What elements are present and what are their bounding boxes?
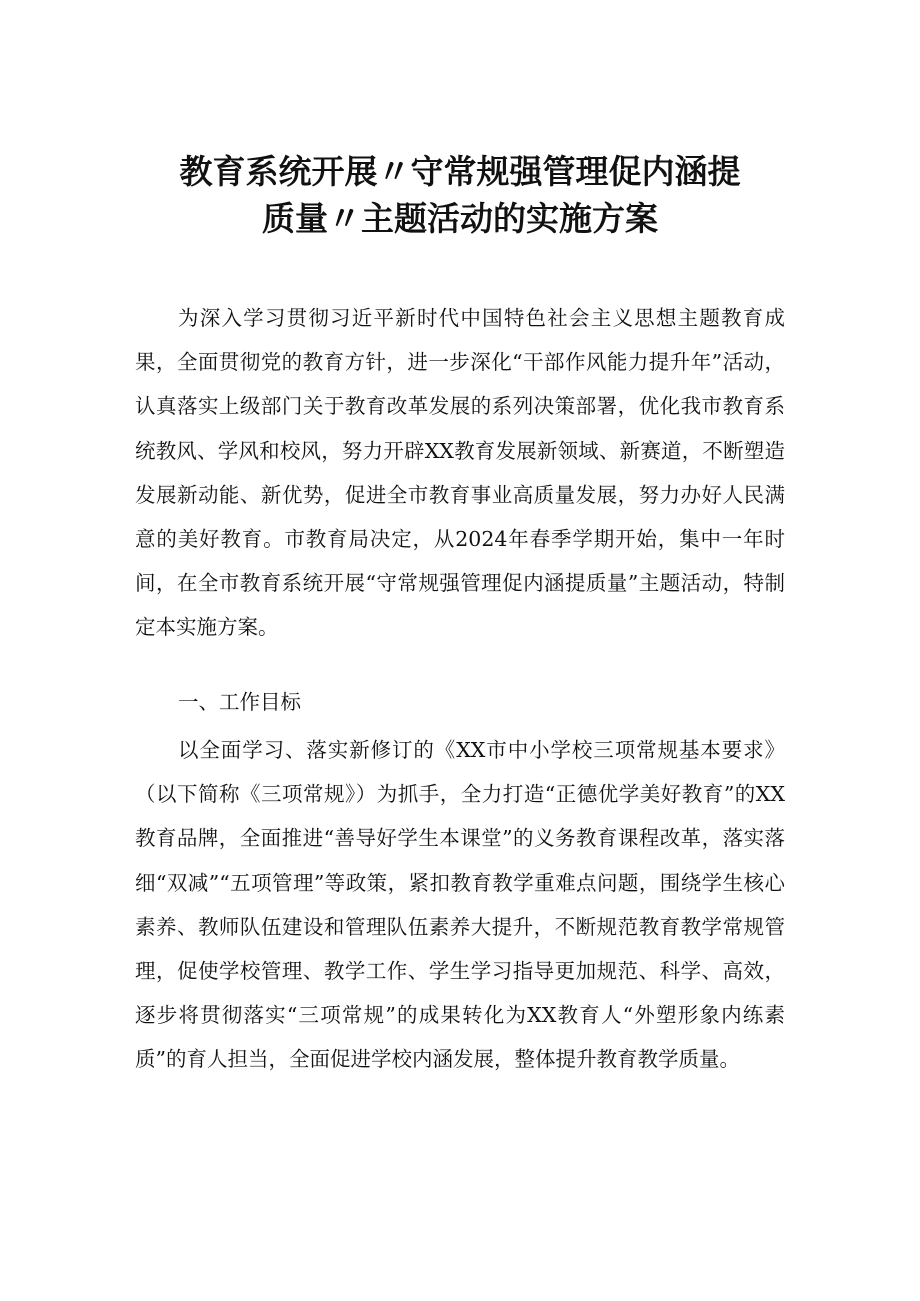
- section-heading-work-goals: 一、工作目标: [178, 690, 301, 714]
- work-goals-paragraph: 以全面学习、落实新修订的《XX市中小学校三项常规基本要求》（以下简称《三项常规》）为抓手，全力打造“正德优学美好教育”的XX教育品牌，全面推进“善导好学生本课堂”的义务教育课程改革，落实落细“双减”“五项管理”等政策，紧扣教育教学重难点问题，围绕学生核心素养、教师队伍建设和管理队伍素养大提升，不断规范教育教学常规管理，促使学校管理、教学工作、学生学习指导更加规范、科学、高效，逐步将贯彻落实“三项常规”的成果转化为XX教育人“外塑形象内练素质”的育人担当，全面促进学校内涵发展，整体提升教育教学质量。: [135, 738, 785, 1072]
- document-title-line-2: 质量〃主题活动的实施方案: [262, 199, 658, 238]
- intro-paragraph: 为深入学习贯彻习近平新时代中国特色社会主义思想主题教育成果，全面贯彻党的教育方针，进一步深化“干部作风能力提升年”活动，认真落实上级部门关于教育改革发展的系列决策部署，优化我市教育系统教风、学风和校风，努力开辟XX教育发展新领域、新赛道，不断塑造发展新动能、新优势，促进全市教育事业高质量发展，努力办好人民满意的美好教育。市教育局决定，从2024年春季学期开始，集中一年时间，在全市教育系统开展“守常规强管理促内涵提质量”主题活动，特制定本实施方案。: [135, 306, 785, 640]
- document-title-line-1: 教育系统开展〃守常规强管理促内涵提: [179, 152, 741, 191]
